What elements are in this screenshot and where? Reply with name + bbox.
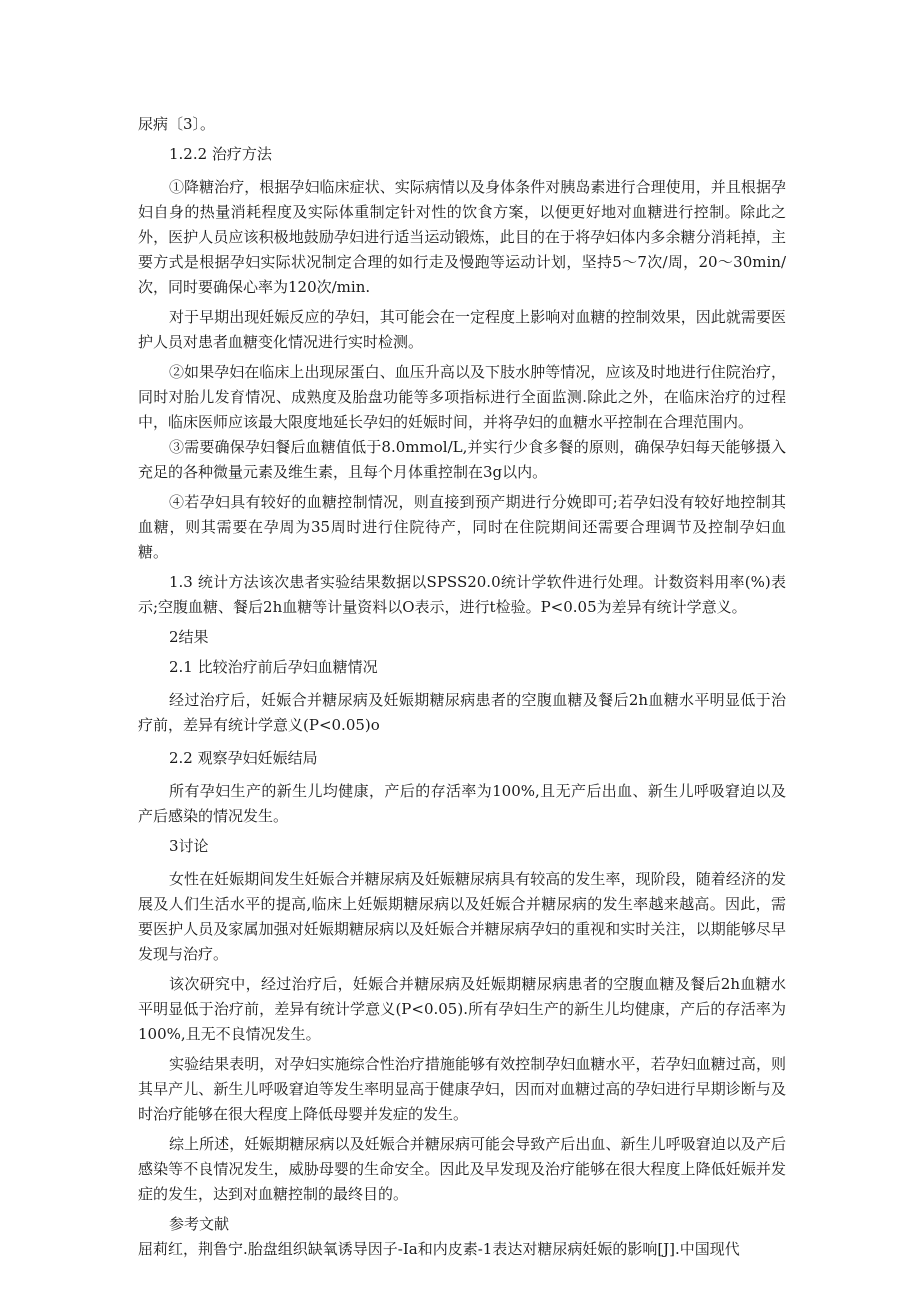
paragraph: 该次研究中，经过治疗后，妊娠合并糖尿病及妊娠期糖尿病患者的空腹血糖及餐后2h血糖水平明显低于治疗前，差异有统计学意义(P<0.05).所有孕妇生产的新生儿均健康，产后的存活率为100%,且无不良情况发生。 (138, 975, 786, 1043)
paragraph: 综上所述，妊娠期糖尿病以及妊娠合并糖尿病可能会导致产后出血、新生儿呼吸窘迫以及产后感染等不良情况发生，威胁母婴的生命安全。因此及早发现及治疗能够在很大程度上降低妊娠并发症的发生，达到对血糖控制的最终目的。 (138, 1135, 786, 1203)
paragraph: 1.3 统计方法该次患者实验结果数据以SPSS20.0统计学软件进行处理。计数资料用率(%)表示;空腹血糖、餐后2h血糖等计量资料以O表示，进行t检验。P<0.05为差异有统计学意义。 (138, 573, 786, 616)
reference-item: 屈莉红，荆鲁宁.胎盘组织缺氧诱导因子-Ia和内皮素-1表达对糖尿病妊娠的影响[J].中国现代 (138, 1240, 740, 1258)
document-page (138, 112, 786, 1262)
paragraph: 实验结果表明，对孕妇实施综合性治疗措施能够有效控制孕妇血糖水平，若孕妇血糖过高，则其早产儿、新生儿呼吸窘迫等发生率明显高于健康孕妇，因而对血糖过高的孕妇进行早期诊断与及时治疗能够在很大程度上降低母婴并发症的发生。 (138, 1055, 786, 1123)
paragraph: 经过治疗后，妊娠合并糖尿病及妊娠期糖尿病患者的空腹血糖及餐后2h血糖水平明显低于治疗前，差异有统计学意义(P<0.05)o (138, 691, 786, 734)
section-heading: 3讨论 (169, 837, 209, 855)
section-heading: 2结果 (169, 628, 209, 646)
paragraph: ④若孕妇具有较好的血糖控制情况，则直接到预产期进行分娩即可;若孕妇没有较好地控制其血糖，则其需要在孕周为35周时进行住院待产，同时在住院期间还需要合理调节及控制孕妇血糖。 (138, 493, 786, 561)
section-heading: 2.1 比较治疗前后孕妇血糖情况 (169, 658, 378, 676)
paragraph: ②如果孕妇在临床上出现尿蛋白、血压升高以及下肢水肿等情况，应该及时地进行住院治疗，同时对胎儿发育情况、成熟度及胎盘功能等多项指标进行全面监测.除此之外，在临床治疗的过程中，临床医师应该最大限度地延长孕妇的妊娠时间，并将孕妇的血糖水平控制在合理范围内。 (138, 363, 786, 431)
section-heading: 1.2.2 治疗方法 (169, 145, 272, 163)
paragraph: 女性在妊娠期间发生妊娠合并糖尿病及妊娠糖尿病具有较高的发生率，现阶段，随着经济的发展及人们生活水平的提高,临床上妊娠期糖尿病以及妊娠合并糖尿病的发生率越来越高。因此，需要医护人员及家属加强对妊娠期糖尿病以及妊娠合并糖尿病孕妇的重视和实时关注，以期能够尽早发现与治疗。 (138, 870, 786, 963)
paragraph: 所有孕妇生产的新生儿均健康，产后的存活率为100%,且无产后出血、新生儿呼吸窘迫以及产后感染的情况发生。 (138, 782, 786, 825)
section-heading: 2.2 观察孕妇妊娠结局 (169, 749, 318, 767)
paragraph: ③需要确保孕妇餐后血糖值低于8.0mmol/L,并实行少食多餐的原则，确保孕妇每天能够摄入充足的各种微量元素及维生素，且每个月体重控制在3g以内。 (138, 438, 786, 481)
paragraph: 对于早期出现妊娠反应的孕妇，其可能会在一定程度上影响对血糖的控制效果，因此就需要医护人员对患者血糖变化情况进行实时检测。 (138, 308, 786, 351)
paragraph: 尿病〔3〕。 (138, 115, 216, 133)
paragraph: ①降糖治疗，根据孕妇临床症状、实际病情以及身体条件对胰岛素进行合理使用，并且根据孕妇自身的热量消耗程度及实际体重制定针对性的饮食方案，以便更好地对血糖进行控制。除此之外，医护人员应该积极地鼓励孕妇进行适当运动锻炼，此目的在于将孕妇体内多余糖分消耗掉，主要方式是根据孕妇实际状况制定合理的如行走及慢跑等运动计划，坚持5～7次/周，20～30min/次，同时要确保心率为120次/min. (138, 178, 786, 296)
references-heading: 参考文献 (169, 1215, 230, 1233)
